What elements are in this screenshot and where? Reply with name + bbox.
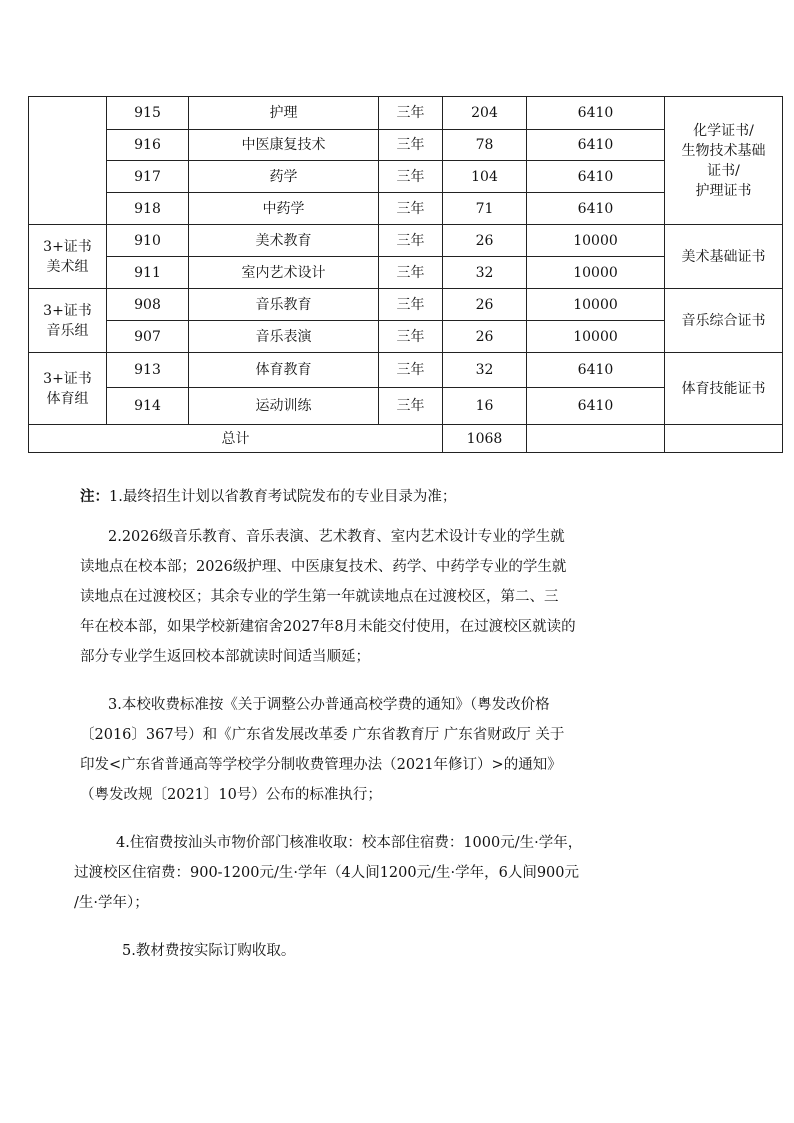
note-line: 2.2026级音乐教育、音乐表演、艺术教育、室内艺术设计专业的学生就 [108, 529, 565, 545]
enrollment-table [28, 96, 783, 453]
total-label: 总计 [29, 425, 443, 453]
major-name: 美术教育 [189, 225, 379, 257]
cert-health [665, 97, 783, 225]
major-code: 915 [107, 97, 189, 130]
total-value: 1068 [443, 425, 527, 453]
table-row [29, 225, 783, 257]
major-code: 908 [107, 289, 189, 321]
note-line: 〔2016〕367号）和《广东省发展改革委 广东省教育厅 广东省财政厅 关于 [80, 727, 565, 743]
group-cell-empty [29, 97, 107, 225]
tuition-fee: 10000 [527, 225, 665, 257]
cert-line: 护理证书 [695, 182, 752, 199]
note-5: 5.教材费按实际订购收取。 [122, 943, 296, 959]
study-years: 三年 [379, 257, 443, 289]
total-row [29, 425, 783, 453]
major-code: 913 [107, 353, 189, 388]
group-line: 体育组 [46, 390, 89, 407]
major-name: 护理 [189, 97, 379, 130]
major-name: 音乐教育 [189, 289, 379, 321]
plan-count: 78 [443, 130, 527, 161]
notes-label: 注： [80, 488, 109, 505]
tuition-fee: 6410 [527, 130, 665, 161]
cert-music: 音乐综合证书 [665, 289, 783, 353]
note-line: 年在校本部，如果学校新建宿舍2027年8月未能交付使用，在过渡校区就读的 [80, 619, 576, 635]
plan-count: 26 [443, 225, 527, 257]
major-code: 917 [107, 161, 189, 193]
note-1: 注：1.最终招生计划以省教育考试院发布的专业目录为准； [80, 488, 457, 505]
major-name: 中医康复技术 [189, 130, 379, 161]
study-years: 三年 [379, 130, 443, 161]
cert-art: 美术基础证书 [665, 225, 783, 289]
note-line: 4.住宿费按汕头市物价部门核准收取：校本部住宿费：1000元/生·学年， [116, 835, 583, 851]
group-line: 音乐组 [46, 322, 89, 339]
note-2 [80, 522, 678, 672]
cert-line: 证书/ [707, 162, 740, 179]
major-name: 体育教育 [189, 353, 379, 388]
major-name: 室内艺术设计 [189, 257, 379, 289]
notes-section [74, 482, 678, 966]
cert-sport: 体育技能证书 [665, 353, 783, 425]
major-name: 药学 [189, 161, 379, 193]
tuition-fee: 6410 [527, 97, 665, 130]
plan-count: 204 [443, 97, 527, 130]
study-years: 三年 [379, 193, 443, 225]
table-row [29, 353, 783, 388]
major-code: 910 [107, 225, 189, 257]
note-3 [80, 690, 678, 810]
group-art [29, 225, 107, 289]
group-line: 3+证书 [43, 302, 92, 319]
tuition-fee: 10000 [527, 321, 665, 353]
note-line: 3.本校收费标准按《关于调整公办普通高校学费的通知》（粤发改价格 [108, 697, 550, 713]
major-name: 中药学 [189, 193, 379, 225]
cert-line: 化学证书/ [693, 122, 754, 139]
major-name: 运动训练 [189, 388, 379, 425]
study-years: 三年 [379, 225, 443, 257]
empty-cell [665, 425, 783, 453]
group-sport [29, 353, 107, 425]
plan-count: 32 [443, 257, 527, 289]
note-line: /生·学年）； [74, 895, 149, 911]
major-code: 916 [107, 130, 189, 161]
study-years: 三年 [379, 353, 443, 388]
note-line: 印发<广东省普通高等学校学分制收费管理办法（2021年修订）>的通知》 [80, 757, 562, 773]
note-4 [74, 828, 678, 918]
major-name: 音乐表演 [189, 321, 379, 353]
major-code: 911 [107, 257, 189, 289]
note-line: （粤发改规〔2021〕10号）公布的标准执行； [80, 787, 382, 803]
plan-count: 32 [443, 353, 527, 388]
cert-line: 生物技术基础 [681, 142, 766, 159]
table-row [29, 97, 783, 130]
major-code: 918 [107, 193, 189, 225]
plan-count: 16 [443, 388, 527, 425]
tuition-fee: 6410 [527, 388, 665, 425]
plan-count: 26 [443, 321, 527, 353]
tuition-fee: 6410 [527, 353, 665, 388]
study-years: 三年 [379, 321, 443, 353]
group-line: 3+证书 [43, 238, 92, 255]
note-line: 部分专业学生返回校本部就读时间适当顺延； [80, 649, 370, 665]
tuition-fee: 6410 [527, 193, 665, 225]
plan-count: 104 [443, 161, 527, 193]
study-years: 三年 [379, 289, 443, 321]
group-music [29, 289, 107, 353]
tuition-fee: 6410 [527, 161, 665, 193]
group-line: 3+证书 [43, 370, 92, 387]
major-code: 914 [107, 388, 189, 425]
study-years: 三年 [379, 161, 443, 193]
major-code: 907 [107, 321, 189, 353]
group-line: 美术组 [46, 258, 89, 275]
tuition-fee: 10000 [527, 289, 665, 321]
tuition-fee: 10000 [527, 257, 665, 289]
plan-count: 26 [443, 289, 527, 321]
note-line: 读地点在过渡校区；其余专业的学生第一年就读地点在过渡校区，第二、三 [80, 589, 559, 605]
study-years: 三年 [379, 388, 443, 425]
note-line: 读地点在校本部；2026级护理、中医康复技术、药学、中药学专业的学生就 [80, 559, 567, 575]
empty-cell [527, 425, 665, 453]
table-row [29, 289, 783, 321]
study-years: 三年 [379, 97, 443, 130]
plan-count: 71 [443, 193, 527, 225]
note-line: 过渡校区住宿费：900-1200元/生·学年（4人间1200元/生·学年，6人间900元 [74, 865, 579, 881]
